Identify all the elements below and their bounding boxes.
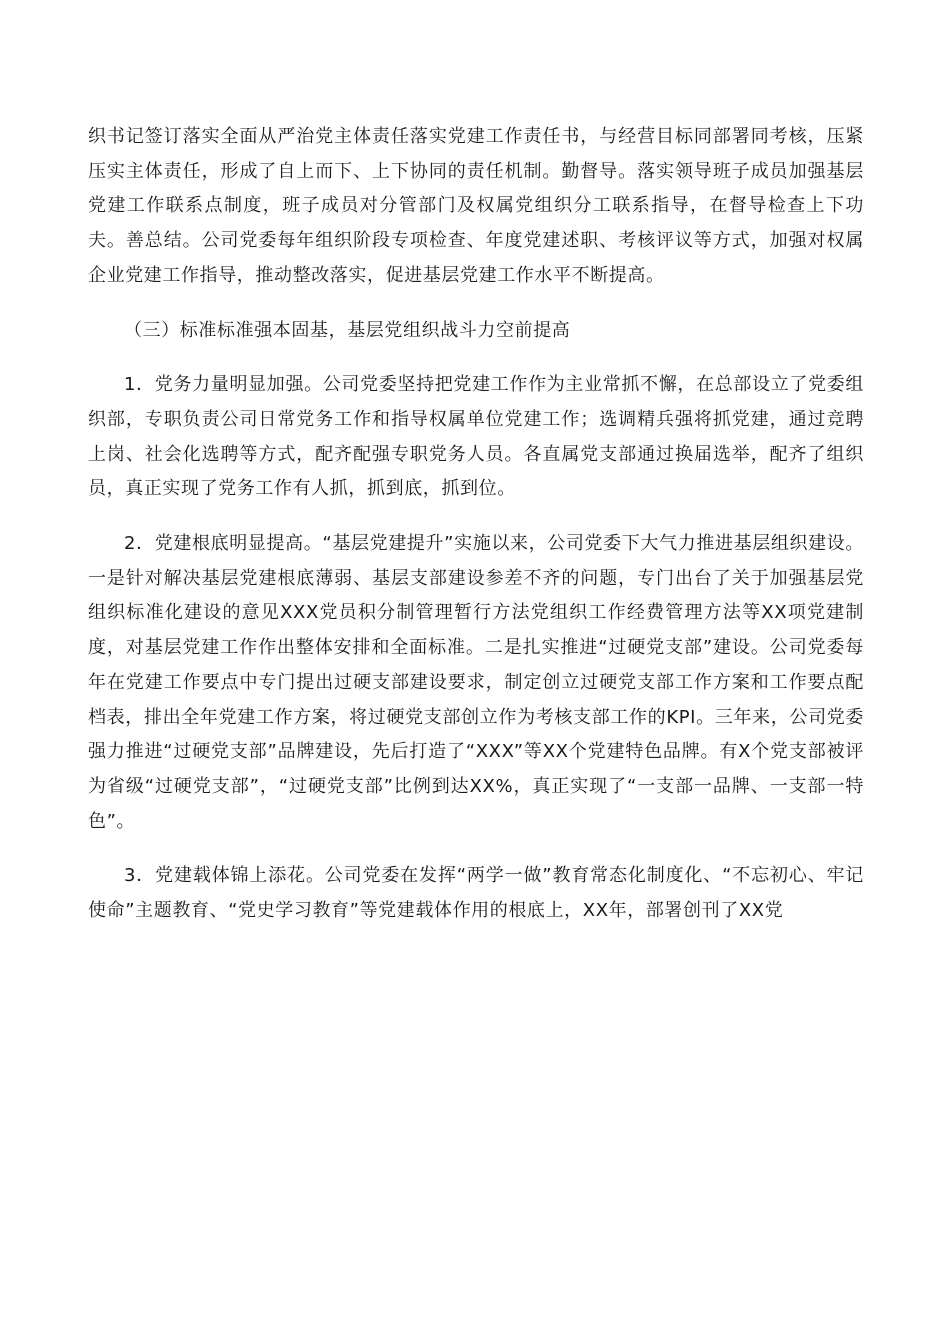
paragraph-responsibility-mechanism: 织书记签订落实全面从严治党主体责任落实党建工作责任书，与经营目标同部署同考核，压紧压实主体责任，形成了自上而下、上下协同的责任机制。勤督导。落实领导班子成员加强基层党建工作联系点制度，班子成员对分管部门及权属党组织分工联系指导，在督导检查上下功夫。善总结。公司党委每年组织阶段专项检查、年度党建述职、考核评议等方式，加强对权属企业党建工作指导，推动整改落实，促进基层党建工作水平不断提高。 bbox=[88, 126, 864, 286]
paragraph-party-foundation: 2．党建根底明显提高。“基层党建提升”实施以来，公司党委下大气力推进基层组织建设。一是针对解决基层党建根底薄弱、基层支部建设参差不齐的问题，专门出台了关于加强基层党组织标准化建设的意见XXX党员积分制管理暂行方法党组织工作经费管理方法等XX项党建制度，对基层党建工作作出整体安排和全面标准。二是扎实推进“过硬党支部”建设。公司党委每年在党建工作要点中专门提出过硬支部建设要求，制定创立过硬党支部工作方案和工作要点配档表，排出全年党建工作方案，将过硬党支部创立作为考核支部工作的KPI。三年来，公司党委强力推进“过硬党支部”品牌建设，先后打造了“XXX”等XX个党建特色品牌。有X个党支部被评为省级“过硬党支部”，“过硬党支部”比例到达XX%，真正实现了“一支部一品牌、一支部一特色”。 bbox=[88, 533, 864, 832]
section-heading-3: （三）标准标准强本固基，基层党组织战斗力空前提高 bbox=[124, 319, 571, 341]
document-page bbox=[88, 120, 864, 929]
paragraph-party-carrier: 3．党建载体锦上添花。公司党委在发挥“两学一做”教育常态化制度化、“不忘初心、牢记使命”主题教育、“党史学习教育”等党建载体作用的根底上，XX年，部署创刊了XX党 bbox=[88, 865, 864, 922]
paragraph-party-affairs-strength: 1．党务力量明显加强。公司党委坚持把党建工作作为主业常抓不懈，在总部设立了党委组织部，专职负责公司日常党务工作和指导权属单位党建工作；选调精兵强将抓党建，通过竞聘上岗、社会化选聘等方式，配齐配强专职党务人员。各直属党支部通过换届选举，配齐了组织员，真正实现了党务工作有人抓，抓到底，抓到位。 bbox=[88, 374, 864, 500]
